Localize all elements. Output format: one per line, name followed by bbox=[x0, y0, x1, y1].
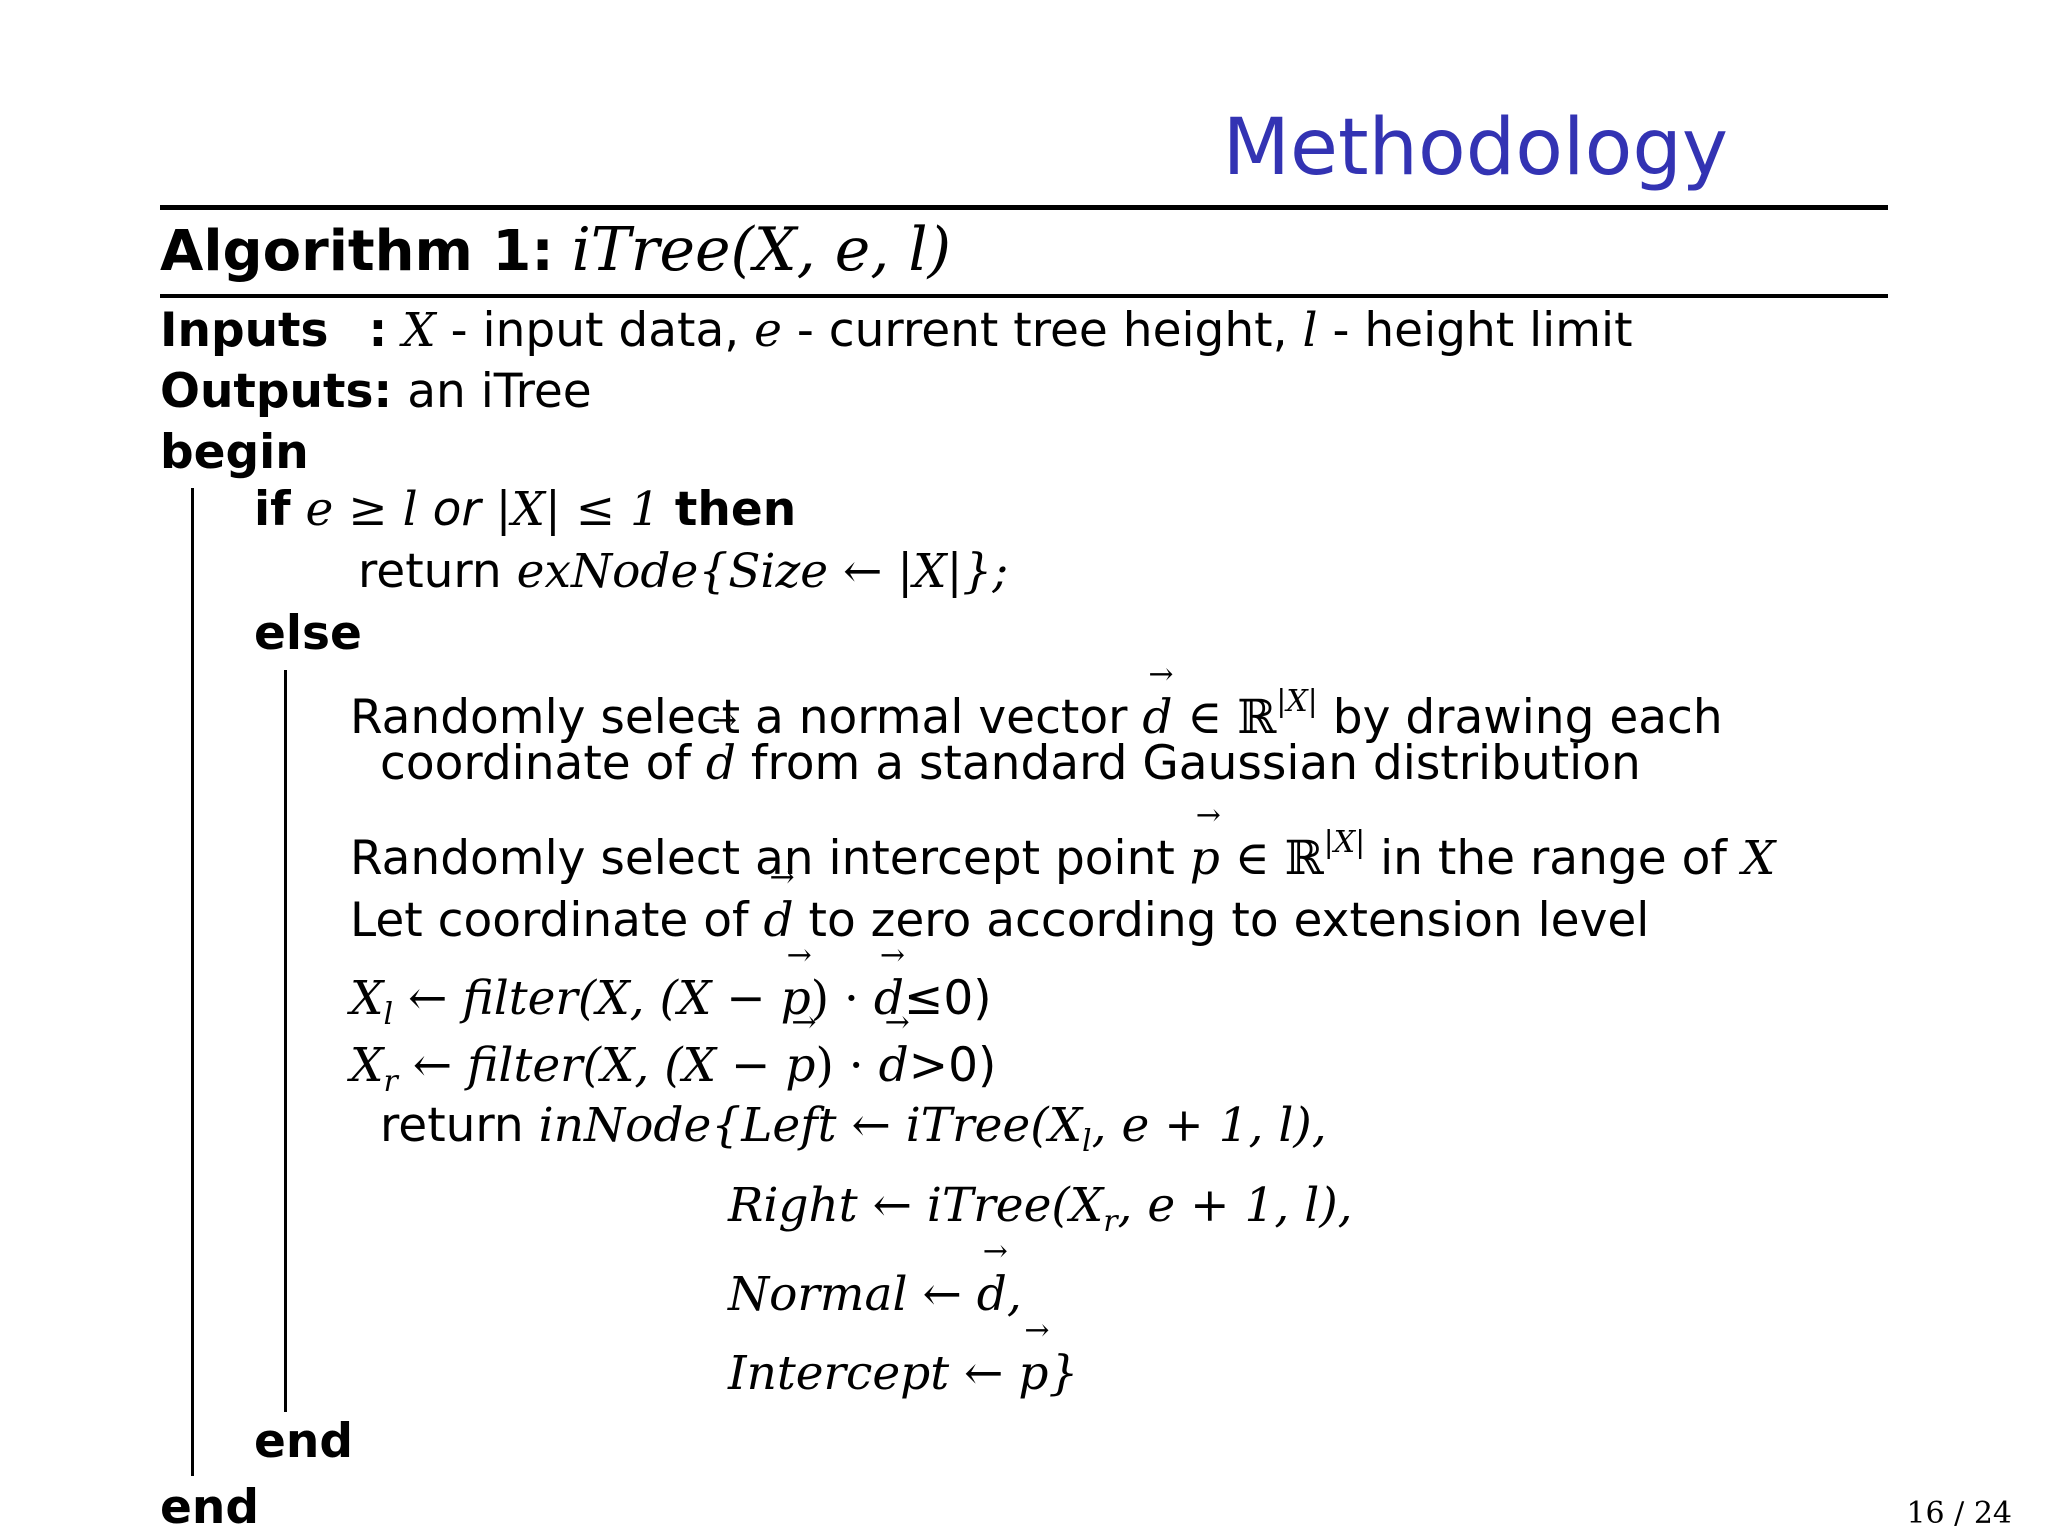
vector-p: → p bbox=[1190, 831, 1220, 887]
input-desc-3: - height limit bbox=[1317, 303, 1633, 358]
range-var-x: X bbox=[1741, 831, 1776, 886]
xl-filter: ← filter(X, (X − bbox=[393, 971, 781, 1026]
vector-d: → d bbox=[1142, 690, 1172, 746]
step-extension-line bbox=[350, 893, 1649, 949]
innode-normal-line bbox=[728, 1267, 1022, 1323]
innode-right-line bbox=[728, 1178, 1353, 1250]
slide-title: Methodology bbox=[1222, 103, 1728, 193]
if-line bbox=[254, 482, 796, 538]
var-x: X bbox=[402, 303, 436, 358]
innode-normal: Normal ← bbox=[728, 1267, 977, 1322]
xr-vector-d: → d bbox=[879, 1038, 909, 1094]
algorithm-header-rule bbox=[160, 294, 1888, 298]
innode-left-tail: , e + 1, l), bbox=[1091, 1098, 1327, 1153]
step-extension-text-b: to zero according to extension level bbox=[793, 893, 1650, 948]
innode-intercept-p: → p bbox=[1018, 1346, 1048, 1402]
vector-d-2: → d bbox=[706, 736, 736, 792]
input-desc-1: - input data, bbox=[435, 303, 755, 358]
if-condition: ≥ l bbox=[348, 482, 418, 537]
begin-keyword: begin bbox=[160, 425, 309, 480]
return-keyword-2: return bbox=[380, 1098, 524, 1153]
exnode-expr: exNode{Size ← |X|}; bbox=[516, 544, 1009, 599]
innode-left: inNode{Left ← iTree(X bbox=[538, 1098, 1083, 1153]
xl-le-zero: ≤0) bbox=[903, 971, 992, 1026]
xr-subscript: r bbox=[383, 1064, 398, 1099]
return-keyword: return bbox=[358, 544, 502, 599]
algorithm-heading bbox=[160, 215, 951, 287]
inputs-label: Inputs bbox=[160, 303, 329, 358]
innode-intercept: Intercept ← bbox=[728, 1346, 1019, 1401]
innode-right-sub: r bbox=[1103, 1204, 1118, 1239]
innode-intercept-line bbox=[728, 1346, 1078, 1402]
dim-absx: |X| bbox=[1276, 684, 1318, 719]
algorithm-label: Algorithm 1: bbox=[160, 219, 554, 284]
else-keyword: else bbox=[254, 606, 362, 661]
innode-left-sub: l bbox=[1082, 1124, 1092, 1159]
step-normal-text-d: from a standard Gaussian distribution bbox=[735, 736, 1641, 791]
if-keyword: if bbox=[254, 482, 291, 537]
innode-intercept-tail: } bbox=[1048, 1346, 1079, 1401]
return-innode-line bbox=[380, 1098, 1327, 1170]
then-keyword: then bbox=[674, 482, 797, 537]
dim-absx-2: |X| bbox=[1323, 825, 1366, 860]
innode-right-tail: , e + 1, l), bbox=[1117, 1178, 1353, 1233]
xl-subscript: l bbox=[383, 997, 394, 1032]
inputs-line bbox=[160, 303, 1633, 359]
xr-gt-zero: >0) bbox=[908, 1038, 997, 1093]
algorithm-top-rule bbox=[160, 205, 1888, 210]
xr-var: X bbox=[350, 1038, 384, 1093]
xr-filter: ← filter(X, (X − bbox=[397, 1038, 786, 1093]
step-intercept-line bbox=[350, 815, 1775, 887]
in-reals: ∈ ℝ bbox=[1187, 690, 1277, 745]
end-keyword-inner: end bbox=[254, 1414, 353, 1469]
innode-normal-d: → d bbox=[977, 1267, 1007, 1323]
xr-vector-p: → p bbox=[785, 1038, 815, 1094]
outputs-text: an iTree bbox=[407, 364, 592, 419]
step-intercept-text-a: Randomly select an intercept point bbox=[350, 831, 1190, 886]
step-normal-line-2 bbox=[380, 736, 1641, 792]
step-normal-text-b: by drawing each bbox=[1317, 690, 1723, 745]
page-number: 16 / 24 bbox=[1906, 1496, 2012, 1531]
innode-right: Right ← iTree(X bbox=[728, 1178, 1104, 1233]
in-reals-2: ∈ ℝ bbox=[1234, 831, 1324, 886]
xl-vector-d: → d bbox=[874, 971, 904, 1027]
step-intercept-text-b: in the range of bbox=[1365, 831, 1742, 886]
else-block-bar bbox=[284, 670, 287, 1412]
xr-dot: ) · bbox=[815, 1038, 879, 1093]
innode-normal-tail: , bbox=[1006, 1267, 1022, 1322]
end-keyword-outer: end bbox=[160, 1480, 259, 1535]
or-keyword: or bbox=[432, 482, 481, 537]
if-condition-2: |X| ≤ 1 bbox=[495, 482, 660, 537]
inputs-sep: : bbox=[368, 303, 388, 358]
if-var-e: e bbox=[305, 482, 334, 537]
algorithm-name: iTree(X, e, l) bbox=[571, 215, 951, 285]
vector-d-3: → d bbox=[764, 893, 794, 949]
xl-dot: ) · bbox=[810, 971, 874, 1026]
input-desc-2: - current tree height, bbox=[781, 303, 1303, 358]
var-e: e bbox=[754, 303, 782, 358]
step-extension-text-a: Let coordinate of bbox=[350, 893, 764, 948]
begin-block-bar bbox=[191, 488, 194, 1476]
xl-vector-p: → p bbox=[781, 971, 811, 1027]
var-l: l bbox=[1302, 303, 1318, 358]
step-normal-text-a: Randomly select a normal vector bbox=[350, 690, 1143, 745]
outputs-line bbox=[160, 364, 592, 420]
outputs-label: Outputs: bbox=[160, 364, 393, 419]
step-normal-text-c: coordinate of bbox=[380, 736, 706, 791]
xl-var: X bbox=[350, 971, 384, 1026]
return-exnode-line bbox=[358, 544, 1008, 600]
